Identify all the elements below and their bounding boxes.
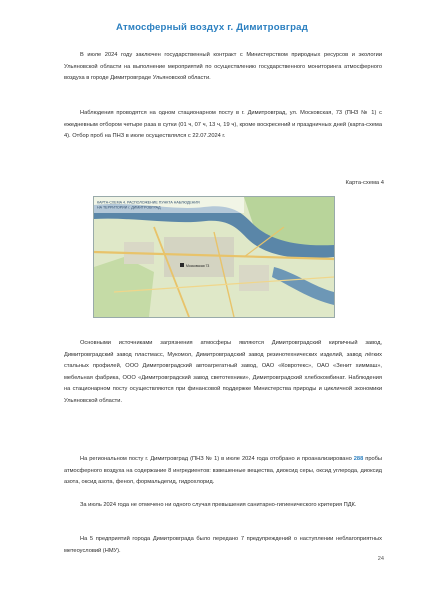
paragraph-nmu-text: На 5 предприятий города Димитровграда было передано 7 предупреждений о наступлении неблагоприятных метеоусловий (НМУ). bbox=[64, 536, 382, 554]
map-image bbox=[93, 196, 335, 318]
page-number: 24 bbox=[377, 556, 384, 562]
map-header-line-2: НА ТЕРРИТОРИИ г. ДИМИТРОВГРАД bbox=[97, 205, 161, 210]
paragraph-sources-text: Основными источниками загрязнения атмосферы являются Димитровградский кирпичный завод, Димитровградский завод пластмасс, Мукомол, Димитровградский завод резинотехнических изделий, завод лёгких стальных профилей, ООО Димитровградский автоагрегатный завод, ОАО «Ковротекс», ОАО «Зенит химмаш», мебельная фабрика, ООО «Димитровградский завод светотехники», Димитровградский хлебокомбинат. Наблюдения на стационарном посту осуществляются при финансовой поддержке Министерства природы и цикличной экономики Ульяновской области. bbox=[64, 340, 382, 404]
paragraph-pdk-text: За июль 2024 года не отмечено ни одного случая превышения санитарно-гигиенического критерия ПДК. bbox=[80, 502, 357, 508]
map-header-line-1: КАРТА-СХЕМА 4. РАСПОЛОЖЕНИЕ ПУНКТА НАБЛЮДЕНИЯ bbox=[97, 200, 200, 205]
paragraph-samples bbox=[64, 454, 382, 489]
map-caption: Карта-схема 4 bbox=[345, 180, 384, 186]
paragraph-observations bbox=[64, 108, 382, 143]
samples-count-highlight: 288 bbox=[353, 456, 364, 462]
paragraph-nmu bbox=[64, 534, 382, 557]
paragraph-contract bbox=[64, 50, 382, 85]
paragraph-samples-after: пробы атмосферного воздуха на содержание 8 ингредиентов: взвешенные вещества, диоксид серы, оксид углерода, диоксид азота, оксид азота, фенол, формальдегид, гидрохлорид. bbox=[64, 456, 382, 486]
page-title: Атмосферный воздух г. Димитровград bbox=[116, 22, 308, 33]
paragraph-sources bbox=[64, 338, 382, 408]
map-urban-east bbox=[239, 265, 269, 291]
paragraph-contract-text: В июле 2024 году заключен государственный контракт с Министерством природных ресурсов и экологии Ульяновской области на выполнение мероприятий по осуществлению государственного мониторинга атмосферного воздуха в городе Димитровграде Ульяновской области. bbox=[64, 52, 382, 82]
observation-point-marker bbox=[180, 263, 184, 267]
observation-point-label: Московская 73 bbox=[186, 264, 210, 268]
paragraph-pdk bbox=[64, 500, 382, 512]
paragraph-observations-text: Наблюдения проводятся на одном стационарном посту в г. Димитровград, ул. Московская, 73 (ПНЗ № 1) с ежедневным отбором четыре раза в сутки (01 ч, 07 ч, 13 ч, 19 ч), кроме воскресений и праздничных дней (карта-схема 4). Отбор проб на ПНЗ в июле осуществлялся с 22.07.2024 г. bbox=[64, 110, 382, 140]
paragraph-samples-before: На региональном посту г. Димитровград (ПНЗ № 1) в июле 2024 года отобрано и проанализировано bbox=[80, 456, 354, 462]
